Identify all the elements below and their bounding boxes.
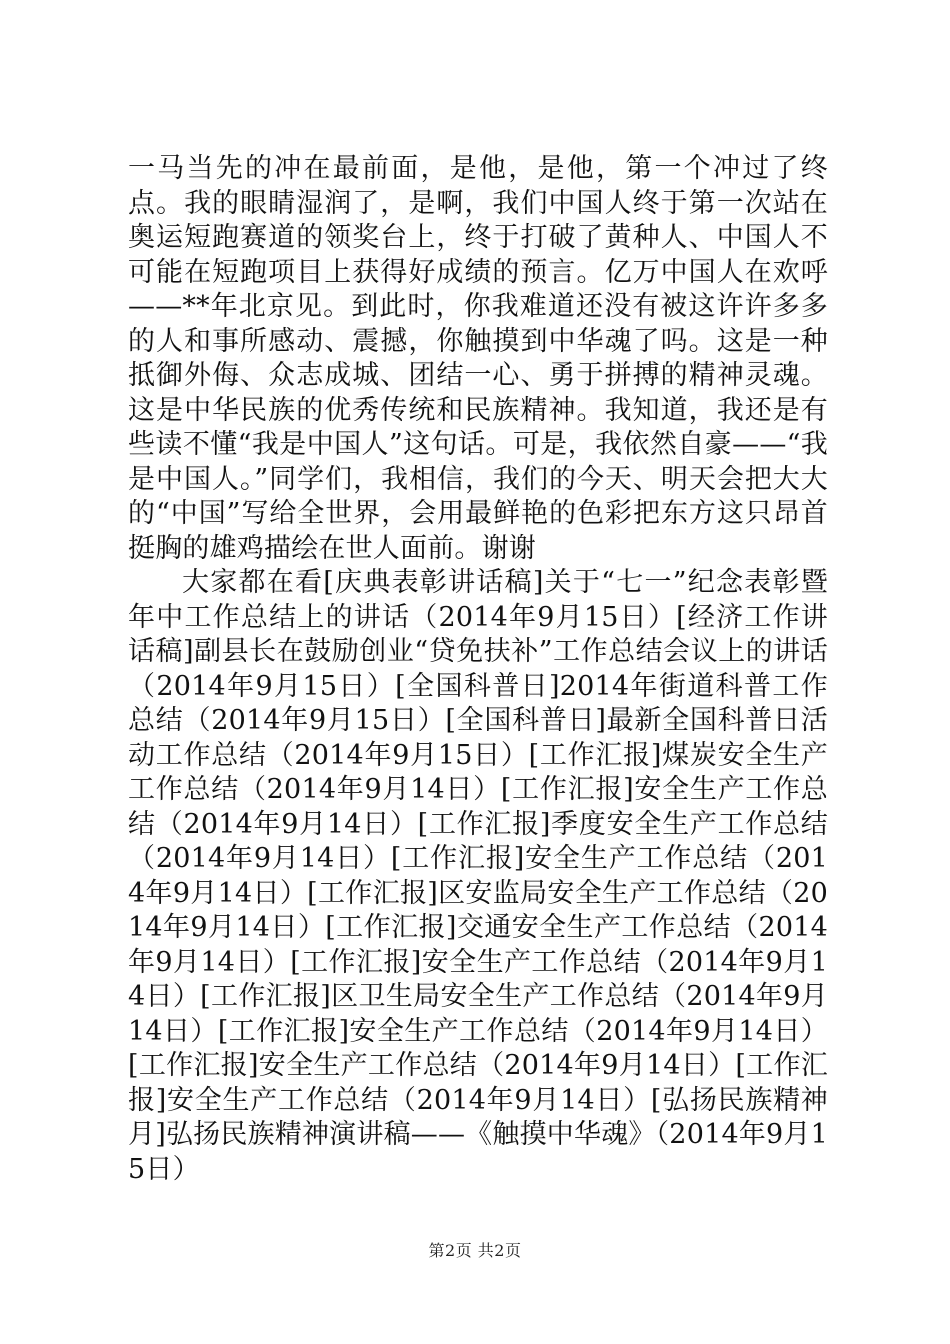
body-paragraph-related-articles: 大家都在看[庆典表彰讲话稿]关于“七一”纪念表彰暨年中工作总结上的讲话（2014年9月15日）[经济工作讲话稿]副县长在鼓励创业“贷免扶补”工作总结会议上的讲话（2014年9月15日）[全国科普日]2014年街道科普工作总结（2014年9月15日）[全国科普日]最新全国科普日活动工作总结（2014年9月15日）[工作汇报]煤炭安全生产工作总结（2014年9月14日）[工作汇报]安全生产工作总结（2014年9月14日）[工作汇报]季度安全生产工作总结（2014年9月14日）[工作汇报]安全生产工作总结（2014年9月14日）[工作汇报]区安监局安全生产工作总结（2014年9月14日）[工作汇报]交通安全生产工作总结（2014年9月14日）[工作汇报]安全生产工作总结（2014年9月14日）[工作汇报]区卫生局安全生产工作总结（2014年9月14日）[工作汇报]安全生产工作总结（2014年9月14日）[工作汇报]安全生产工作总结（2014年9月14日）[工作汇报]安全生产工作总结（2014年9月14日）[弘扬民族精神月]弘扬民族精神演讲稿——《触摸中华魂》（2014年9月15日） <box>128 567 828 1185</box>
document-body <box>128 152 828 1187</box>
page-number-footer: 第2页 共2页 <box>428 1241 522 1260</box>
body-paragraph-speech-ending: 一马当先的冲在最前面，是他，是他，第一个冲过了终点。我的眼睛湿润了，是啊，我们中国人终于第一次站在奥运短跑赛道的领奖台上，终于打破了黄种人、中国人不可能在短跑项目上获得好成绩的预言。亿万中国人在欢呼——**年北京见。到此时，你我难道还没有被这许许多多的人和事所感动、震撼，你触摸到中华魂了吗。这是一种抵御外侮、众志成城、团结一心、勇于拼搏的精神灵魂。这是中华民族的优秀传统和民族精神。我知道，我还是有些读不懂“我是中国人”这句话。可是，我依然自豪——“我是中国人。”同学们，我相信，我们的今天、明天会把大大的“中国”写给全世界，会用最鲜艳的色彩把东方这只昂首挺胸的雄鸡描绘在世人面前。谢谢 <box>128 153 828 564</box>
